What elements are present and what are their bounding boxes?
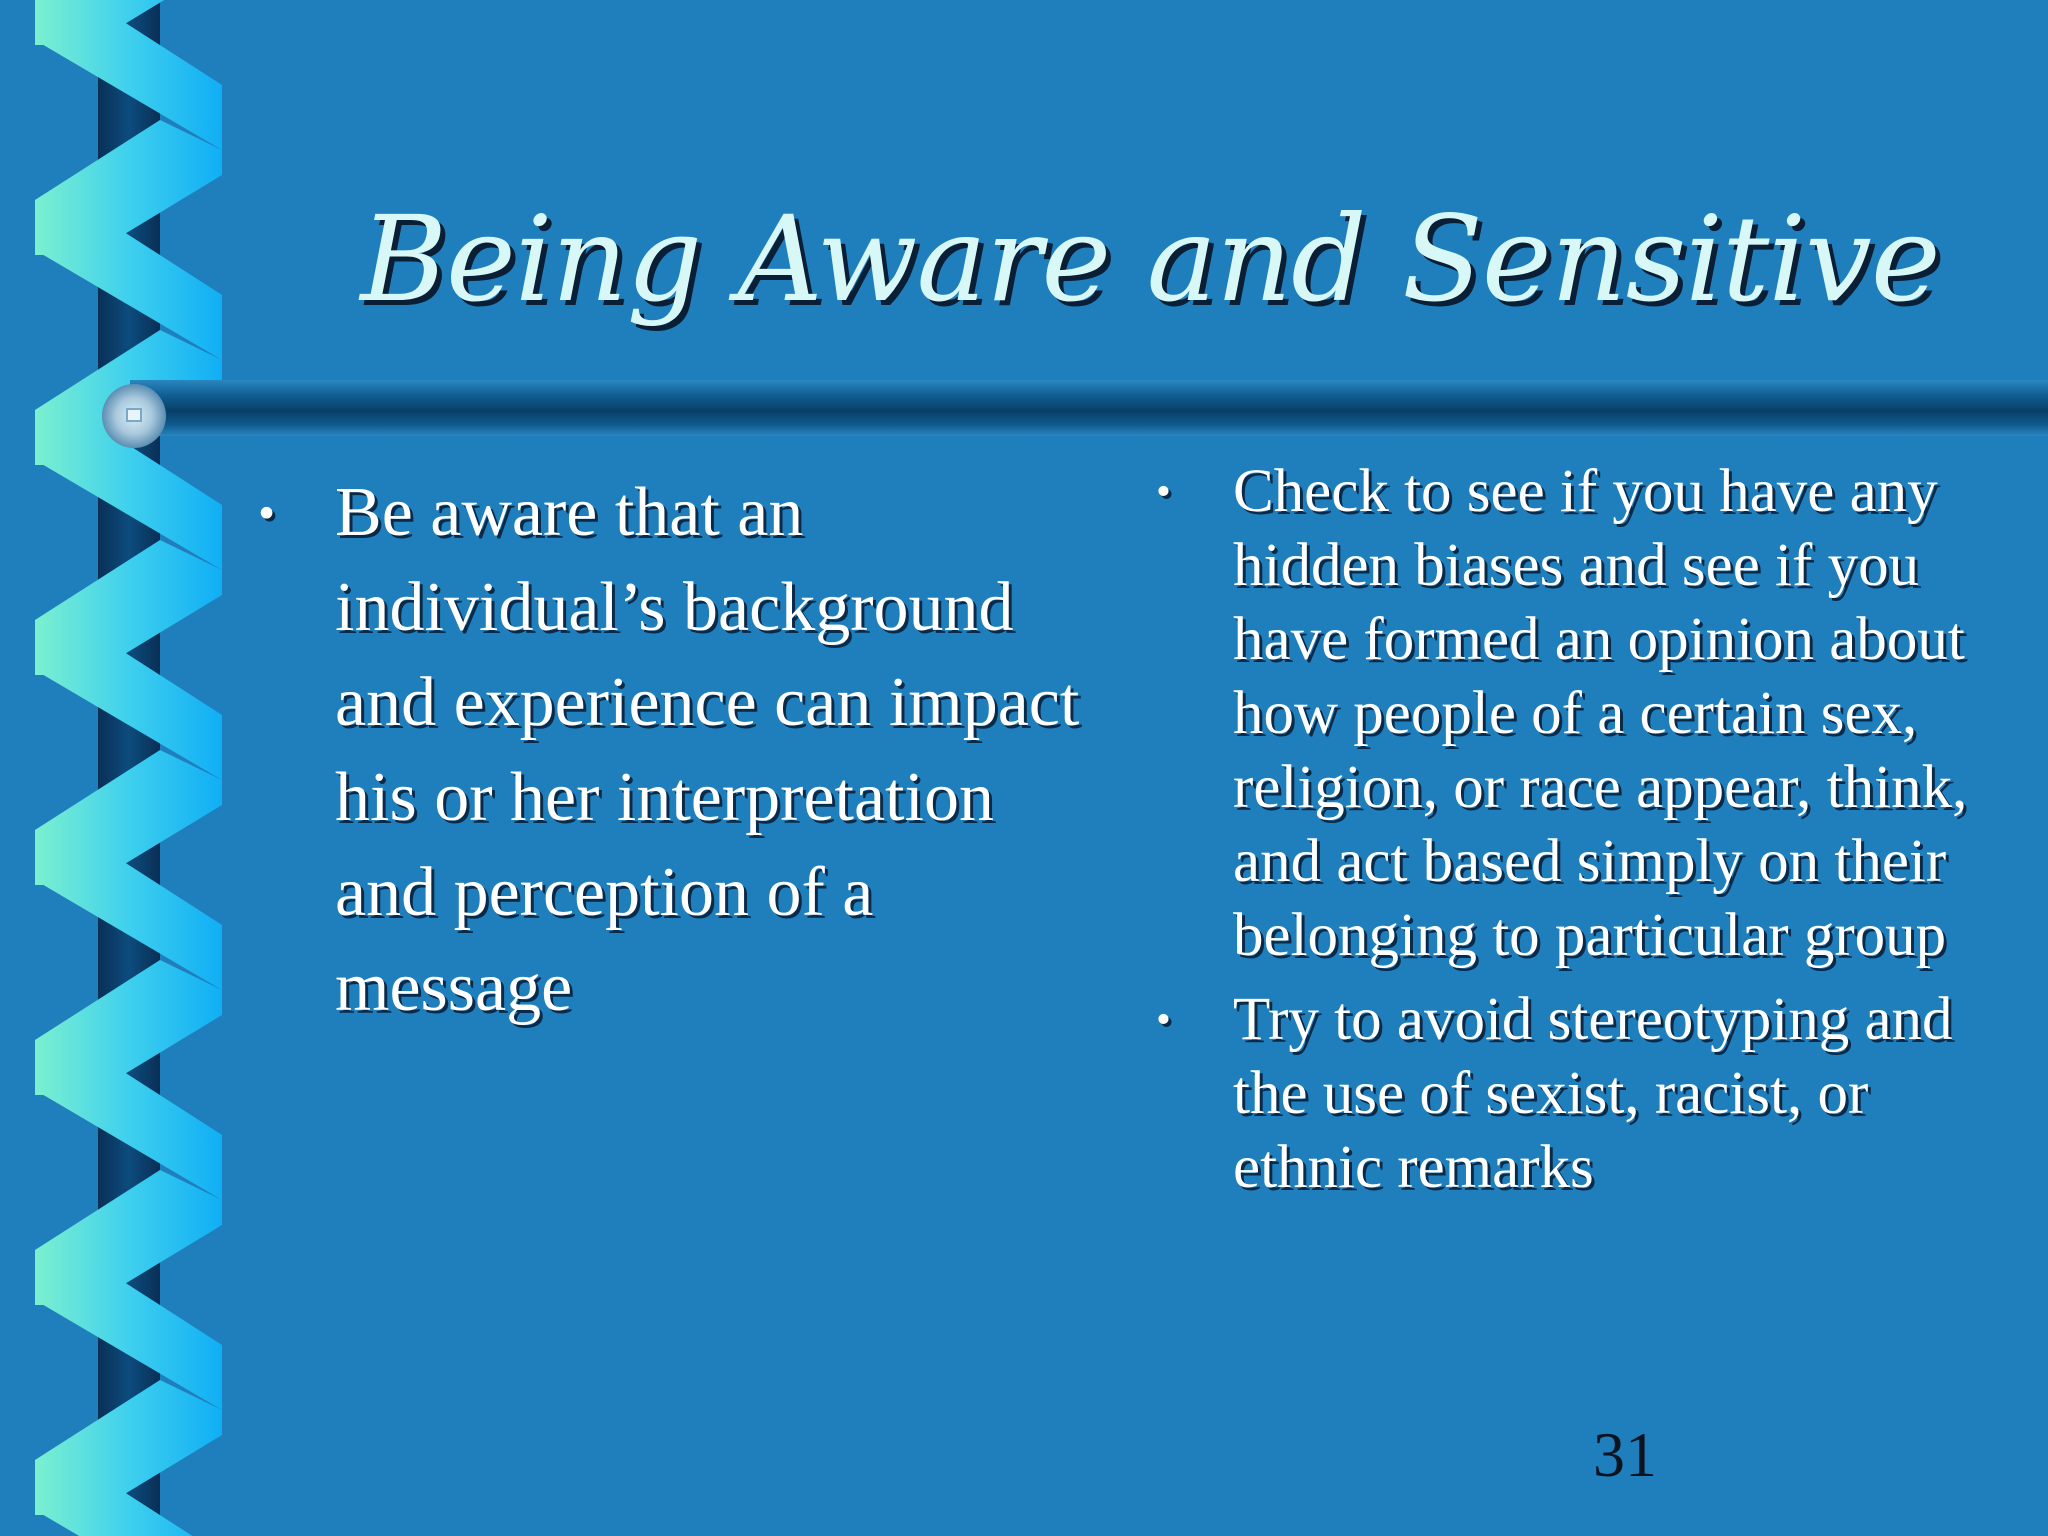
divider-knob-center [126, 408, 142, 422]
bullet-icon: • [1156, 996, 1171, 1043]
bullet-item [1148, 455, 2018, 973]
bullet-text: Be aware that an individual’s background and experience can impact his or her interpretation and perception of a message [335, 474, 1080, 1026]
bullet-icon: • [1156, 468, 1171, 515]
slide-title: Being Aware and Sensitive [360, 190, 1940, 328]
decorative-ribbon [0, 0, 240, 1536]
bullet-item [1148, 983, 2018, 1205]
right-column [1148, 455, 2018, 1205]
title-divider-bar [130, 380, 2048, 436]
left-column [250, 465, 1080, 1035]
page-number: 31 [1593, 1419, 1657, 1490]
bullet-text: Check to see if you have any hidden biases and see if you have formed an opinion about how people of a certain sex, religion, or race appear, think, and act based simply on their belonging to particular group [1233, 458, 1968, 969]
bullet-item [250, 465, 1080, 1035]
bullet-text: Try to avoid stereotyping and the use of sexist, racist, or ethnic remarks [1233, 986, 1953, 1201]
bullet-icon: • [258, 485, 276, 540]
